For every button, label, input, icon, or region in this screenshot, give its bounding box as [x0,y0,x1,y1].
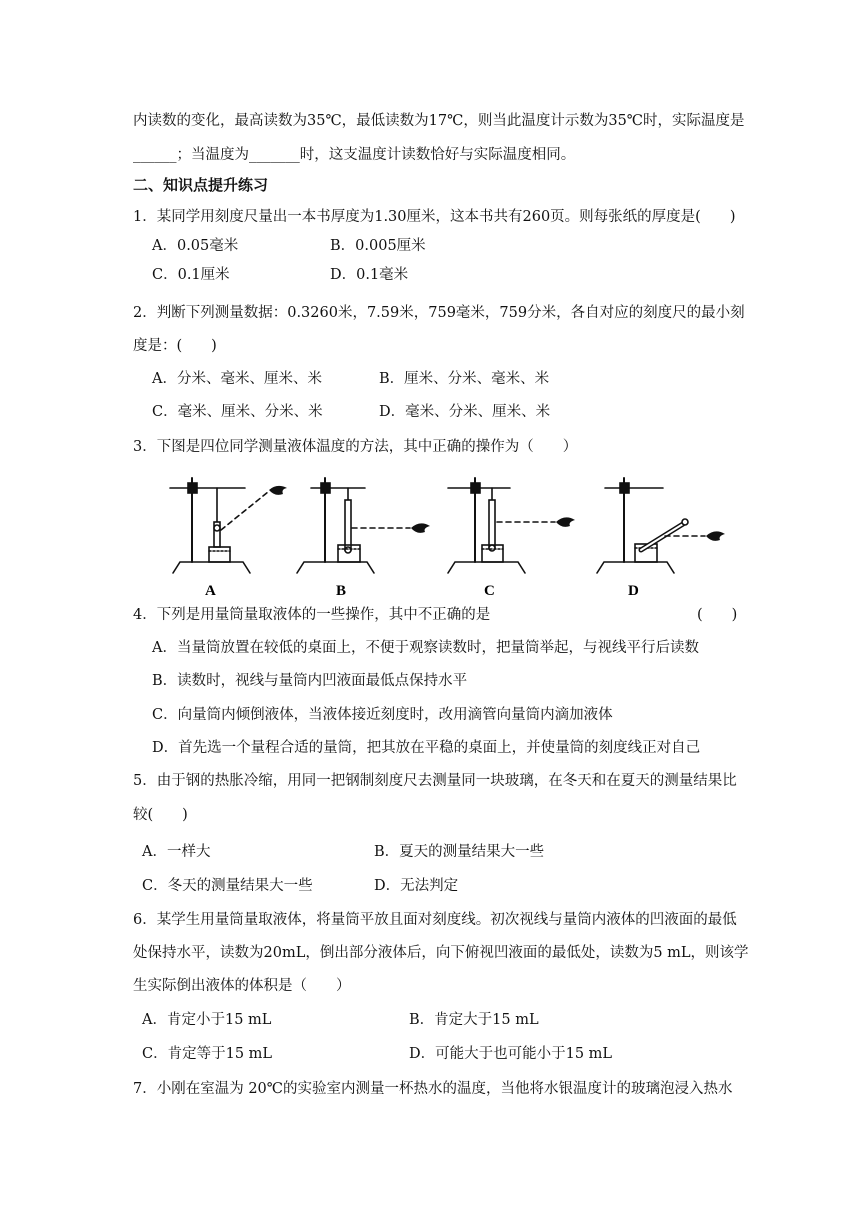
intro-line-1: 内读数的变化，最高读数为35℃，最低读数为17℃，则当此温度计示数为35℃时，实际温度是 [133,113,745,129]
q1-option-d: D．0.1毫米 [330,267,409,283]
q3-stem: 3．下图是四位同学测量液体温度的方法，其中正确的操作为（ ） [133,439,578,455]
q5-option-a: A．一样大 [142,844,211,860]
figure-label-b: B [336,583,347,599]
q5-stem-line-1: 5．由于钢的热胀冷缩，用同一把钢制刻度尺去测量同一块玻璃，在冬天和在夏天的测量结果比 [133,773,737,789]
q2-stem-line-2: 度是：( ) [133,338,217,354]
q4-answer-bracket: ( ) [697,607,738,623]
q6-option-a: A．肯定小于15 mL [142,1012,272,1028]
q2-option-c: C．毫米、厘米、分米、米 [152,404,323,420]
q5-option-c: C．冬天的测量结果大一些 [142,878,313,894]
section-title: 二、知识点提升练习 [133,176,269,194]
eye-icon [556,517,575,526]
q4-option-a: A．当量筒放置在较低的桌面上，不便于观察读数时，把量筒举起，与视线平行后读数 [152,640,699,656]
q7-stem-line-1: 7．小刚在室温为 20℃的实验室内测量一杯热水的温度，当他将水银温度计的玻璃泡浸入热水 [133,1081,733,1097]
q1-option-b: B．0.005厘米 [330,238,426,254]
q6-option-c: C．肯定等于15 mL [142,1046,273,1062]
q2-option-a: A．分米、毫米、厘米、米 [152,371,322,387]
q4-option-d: D．首先选一个量程合适的量筒，把其放在平稳的桌面上，并使量筒的刻度线正对自己 [152,740,701,756]
stand-d [597,478,705,573]
eye-icon [411,523,430,532]
q1-option-c: C．0.1厘米 [152,267,230,283]
q2-option-d: D．毫米、分米、厘米、米 [379,404,551,420]
thermometer-measurement-figure [165,470,765,600]
q4-option-c: C．向量筒内倾倒液体，当液体接近刻度时，改用滴管向量筒内滴加液体 [152,707,613,723]
q4-stem: 4．下列是用量筒量取液体的一些操作，其中不正确的是 [133,607,491,623]
q1-option-a: A．0.05毫米 [152,238,239,254]
q6-stem-line-2: 处保持水平，读数为20mL，倒出部分液体后，向下俯视凹液面的最低处，读数为5 mL，则该学 [133,945,749,961]
q6-option-b: B．肯定大于15 mL [409,1012,539,1028]
stand-b [297,478,410,573]
q5-option-d: D．无法判定 [374,878,459,894]
figure-label-a: A [205,583,216,599]
figure-label-c: C [484,583,495,599]
intro-line-2: ______；当温度为_______时，这支温度计读数恰好与实际温度相同。 [133,147,576,163]
figure-label-d: D [628,583,639,599]
q4-option-b: B．读数时，视线与量筒内凹液面最低点保持水平 [152,673,468,689]
q6-option-d: D．可能大于也可能小于15 mL [409,1046,613,1062]
q2-stem-line-1: 2．判断下列测量数据：0.3260米，7.59米，759毫米，759分米，各自对应的刻度尺的最小刻 [133,305,745,321]
eye-icon [269,486,287,495]
q6-stem-line-1: 6．某学生用量筒量取液体，将量筒平放且面对刻度线。初次视线与量筒内液体的凹液面的最低 [133,912,737,928]
q2-option-b: B．厘米、分米、毫米、米 [379,371,550,387]
q5-option-b: B．夏天的测量结果大一些 [374,844,545,860]
eye-icon [706,531,725,540]
q1-stem: 1．某同学用刻度尺量出一本书厚度为1.30厘米，这本书共有260页。则每张纸的厚度是( ) [133,209,736,225]
stand-c [448,478,555,573]
stand-a [170,478,268,573]
q6-stem-line-3: 生实际倒出液体的体积是（ ） [133,978,351,994]
q5-stem-line-2: 较( ) [133,807,188,823]
